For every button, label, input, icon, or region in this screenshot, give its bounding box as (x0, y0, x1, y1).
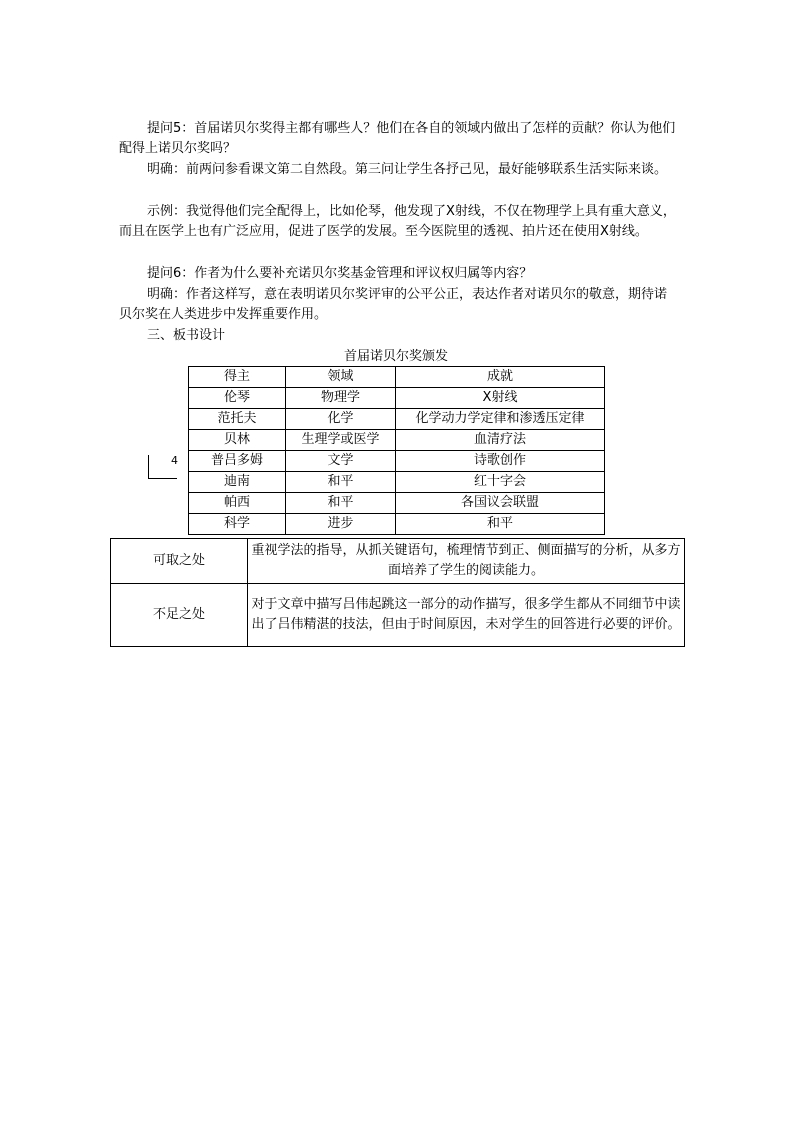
laureate-cell: 迪南 (189, 472, 286, 493)
question-5-paragraph: 提问5：首届诺贝尔奖得主都有哪些人？他们在各自的领域内做出了怎样的贡献？你认为他们配得上诺贝尔奖吗？ (119, 121, 676, 156)
example-paragraph: 示例：我觉得他们完全配得上，比如伦琴，他发现了X射线，不仅在物理学上具有重大意义，而且在医学上也有广泛应用，促进了医学的发展。至今医院里的透视、拍片还在使用X射线。 (119, 204, 676, 239)
table-row (189, 493, 605, 514)
table-row (189, 430, 605, 451)
question-6-paragraph: 提问6：作者为什么要补充诺贝尔奖基金管理和评议权归属等内容？ (147, 266, 533, 281)
table-header-row (189, 367, 605, 388)
evaluation-label: 可取之处 (111, 539, 248, 584)
achievement-cell: 红十字会 (396, 472, 605, 493)
evaluation-row (111, 584, 685, 647)
header-cell: 得主 (189, 367, 286, 388)
field-cell: 生理学或医学 (286, 430, 396, 451)
achievement-cell: 血清疗法 (396, 430, 605, 451)
achievement-cell: 各国议会联盟 (396, 493, 605, 514)
awards-table (188, 366, 605, 535)
header-cell: 成就 (396, 367, 605, 388)
evaluation-row (111, 539, 685, 584)
laureate-cell: 普吕多姆 (189, 451, 286, 472)
header-cell: 领域 (286, 367, 396, 388)
field-cell: 和平 (286, 493, 396, 514)
answer-6-paragraph: 明确：作者这样写，意在表明诺贝尔奖评审的公平公正，表达作者对诺贝尔的敬意，期待诺贝尔奖在人类进步中发挥重要作用。 (119, 287, 668, 322)
field-cell: 文学 (286, 451, 396, 472)
evaluation-table (110, 538, 685, 647)
table-row (189, 472, 605, 493)
achievement-cell: 诗歌创作 (396, 451, 605, 472)
evaluation-text: 对于文章中描写吕伟起跳这一部分的动作描写，很多学生都从不同细节中读出了吕伟精湛的技法，但由于时间原因，未对学生的回答进行必要的评价。 (248, 584, 685, 647)
achievement-cell: 和平 (396, 514, 605, 535)
achievement-cell: 化学动力学定律和渗透压定律 (396, 409, 605, 430)
field-cell: 进步 (286, 514, 396, 535)
table-row (189, 409, 605, 430)
evaluation-label: 不足之处 (111, 584, 248, 647)
laureate-cell: 伦琴 (189, 388, 286, 409)
field-cell: 和平 (286, 472, 396, 493)
table-row (189, 514, 605, 535)
table-row (189, 451, 605, 472)
answer-5-paragraph: 明确：前两问参看课文第二自然段。第三问让学生各抒己见，最好能够联系生活实际来谈。 (147, 162, 668, 177)
evaluation-text: 重视学法的指导，从抓关键语句，梳理情节到正、侧面描写的分析，从多方面培养了学生的阅读能力。 (248, 539, 685, 584)
table-row (189, 388, 605, 409)
field-cell: 物理学 (286, 388, 396, 409)
board-caption: 首届诺贝尔奖颁发 (343, 349, 448, 364)
section-heading: 三、板书设计 (147, 328, 226, 343)
board-bracket-mark: 4 (171, 454, 178, 467)
laureate-cell: 帕西 (189, 493, 286, 514)
achievement-cell: X射线 (396, 388, 605, 409)
field-cell: 化学 (286, 409, 396, 430)
laureate-cell: 科学 (189, 514, 286, 535)
laureate-cell: 贝林 (189, 430, 286, 451)
laureate-cell: 范托夫 (189, 409, 286, 430)
